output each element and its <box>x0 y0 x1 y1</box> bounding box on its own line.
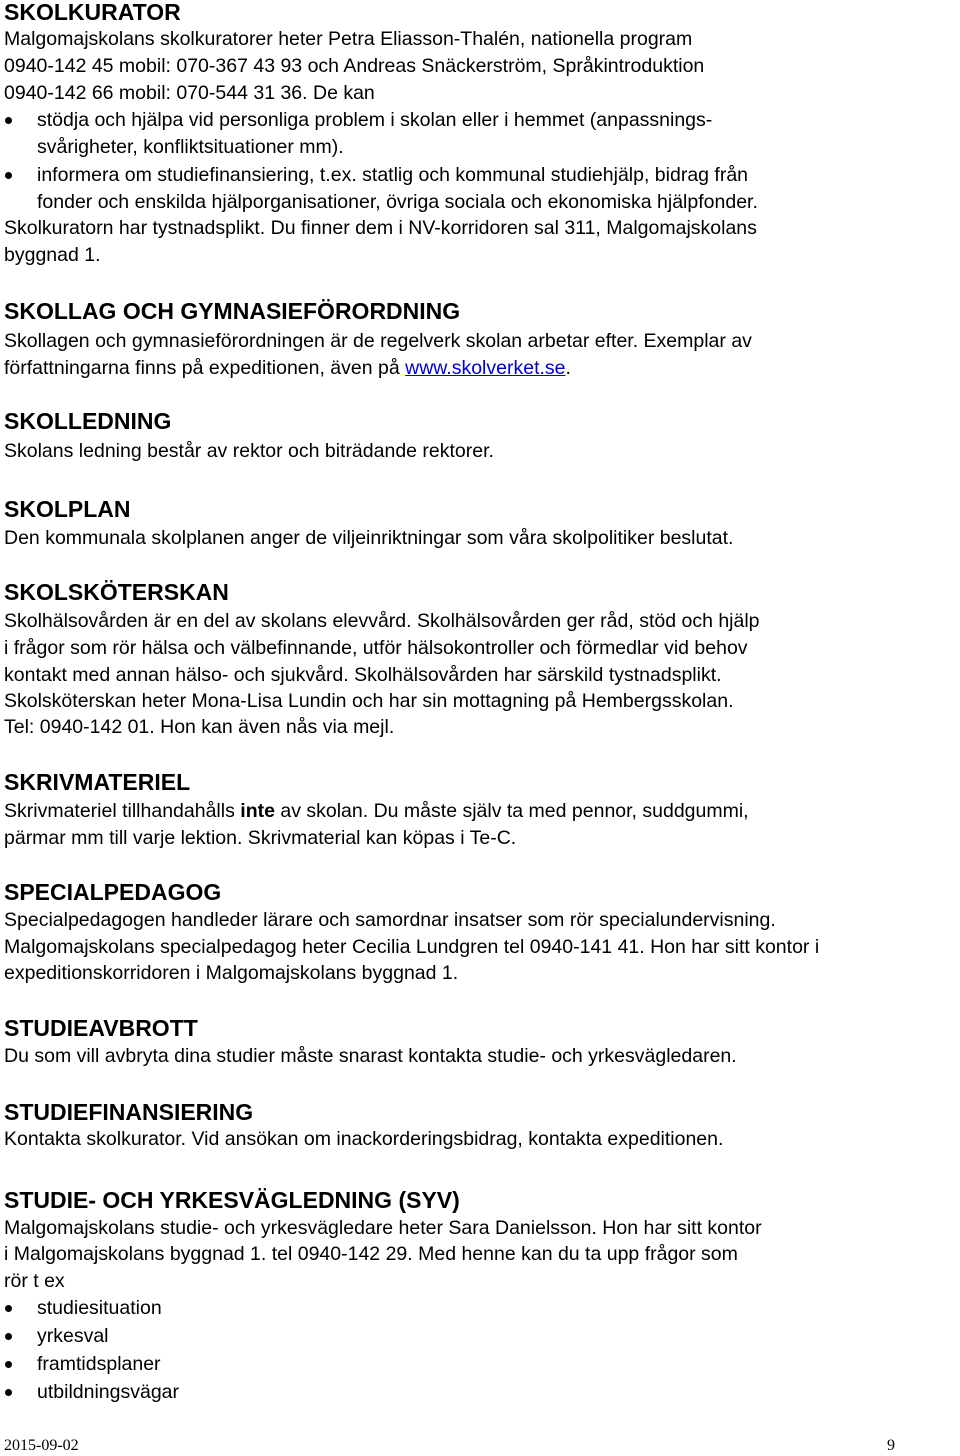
paragraph-line: Kontakta skolkurator. Vid ansökan om inackorderingsbidrag, kontakta expeditionen. <box>4 1128 724 1150</box>
bullet-icon <box>5 172 12 179</box>
heading-studiefinansiering: STUDIEFINANSIERING <box>4 1099 254 1125</box>
bullet-icon <box>5 1389 12 1396</box>
bullet-text: fonder och enskilda hjälporganisationer, övriga sociala och ekonomiska hjälpfonder. <box>37 191 758 213</box>
page-number: 9 <box>887 1437 895 1454</box>
paragraph-line: Skolkuratorn har tystnadsplikt. Du finner dem i NV-korridoren sal 311, Malgomajskolans <box>4 217 757 239</box>
heading-skolledning: SKOLLEDNING <box>4 408 172 434</box>
text-span: av skolan. Du måste själv ta med pennor, suddgummi, <box>274 800 749 822</box>
skolverket-link[interactable]: www.skolverket.se <box>405 357 566 379</box>
text-span: . <box>565 357 571 379</box>
paragraph-line: byggnad 1. <box>4 244 101 266</box>
bullet-text: utbildningsvägar <box>37 1381 180 1403</box>
paragraph-line: Malgomajskolans studie- och yrkesvägledare heter Sara Danielsson. Hon har sitt kontor <box>4 1217 762 1239</box>
bullet-text: framtidsplaner <box>37 1353 161 1375</box>
paragraph-line <box>4 798 956 826</box>
bullet-icon <box>5 117 12 124</box>
heading-skollag: SKOLLAG OCH GYMNASIEFÖRORDNING <box>4 298 461 324</box>
paragraph-line: Du som vill avbryta dina studier måste snarast kontakta studie- och yrkesvägledaren. <box>4 1045 737 1067</box>
paragraph-line: Malgomajskolans skolkuratorer heter Petra Eliasson-Thalén, nationella program <box>4 28 693 50</box>
paragraph-line: 0940-142 45 mobil: 070-367 43 93 och Andreas Snäckerström, Språkintroduktion <box>4 55 705 77</box>
paragraph-line: kontakt med annan hälso- och sjukvård. Skolhälsovården har särskild tystnadsplikt. <box>4 664 722 686</box>
paragraph-line: rör t ex <box>4 1270 65 1292</box>
heading-skolskoterskan: SKOLSKÖTERSKAN <box>4 579 229 605</box>
emphasis-text: inte <box>240 800 275 822</box>
paragraph-line: Skolhälsovården är en del av skolans elevvård. Skolhälsovården ger råd, stöd och hjälp <box>4 610 760 632</box>
heading-skolplan: SKOLPLAN <box>4 496 131 522</box>
bullet-text: yrkesval <box>37 1325 109 1347</box>
paragraph-line: pärmar mm till varje lektion. Skrivmaterial kan köpas i Te-C. <box>4 827 517 849</box>
footer-date: 2015-09-02 <box>4 1437 79 1454</box>
bullet-icon <box>5 1361 12 1368</box>
heading-specialpedagog: SPECIALPEDAGOG <box>4 879 222 905</box>
paragraph-line <box>4 355 956 383</box>
paragraph-line: i Malgomajskolans byggnad 1. tel 0940-142 29. Med henne kan du ta upp frågor som <box>4 1243 738 1265</box>
paragraph-line: expeditionskorridoren i Malgomajskolans byggnad 1. <box>4 962 459 984</box>
paragraph-line: i frågor som rör hälsa och välbefinnande, utför hälsokontroller och förmedlar vid behov <box>4 637 748 659</box>
paragraph-line: Skollagen och gymnasieförordningen är de regelverk skolan arbetar efter. Exemplar av <box>4 330 752 352</box>
bullet-text: informera om studiefinansiering, t.ex. statlig och kommunal studiehjälp, bidrag från <box>37 164 749 186</box>
heading-studieavbrott: STUDIEAVBROTT <box>4 1015 198 1041</box>
bullet-text: studiesituation <box>37 1297 162 1319</box>
bullet-text: stödja och hjälpa vid personliga problem i skolan eller i hemmet (anpassnings- <box>37 109 713 131</box>
paragraph-line: Skolans ledning består av rektor och biträdande rektorer. <box>4 440 494 462</box>
text-span: Skrivmateriel tillhandahålls <box>4 800 241 822</box>
paragraph-line: Specialpedagogen handleder lärare och samordnar insatser som rör specialundervisning. <box>4 909 776 931</box>
heading-skrivmateriel: SKRIVMATERIEL <box>4 769 191 795</box>
text-span: författningarna finns på expeditionen, även på <box>4 357 406 379</box>
paragraph-line: Malgomajskolans specialpedagog heter Cecilia Lundgren tel 0940-141 41. Hon har sitt kontor i <box>4 936 820 958</box>
bullet-icon <box>5 1333 12 1340</box>
heading-syv: STUDIE- OCH YRKESVÄGLEDNING (SYV) <box>4 1187 460 1213</box>
paragraph-line: 0940-142 66 mobil: 070-544 31 36. De kan <box>4 82 375 104</box>
bullet-icon <box>5 1305 12 1312</box>
paragraph-line: Tel: 0940-142 01. Hon kan även nås via mejl. <box>4 716 395 738</box>
heading-skolkurator: SKOLKURATOR <box>4 0 181 25</box>
bullet-text: svårigheter, konfliktsituationer mm). <box>37 136 344 158</box>
paragraph-line: Skolsköterskan heter Mona-Lisa Lundin och har sin mottagning på Hembergsskolan. <box>4 690 734 712</box>
paragraph-line: Den kommunala skolplanen anger de viljeinriktningar som våra skolpolitiker beslutat. <box>4 527 734 549</box>
